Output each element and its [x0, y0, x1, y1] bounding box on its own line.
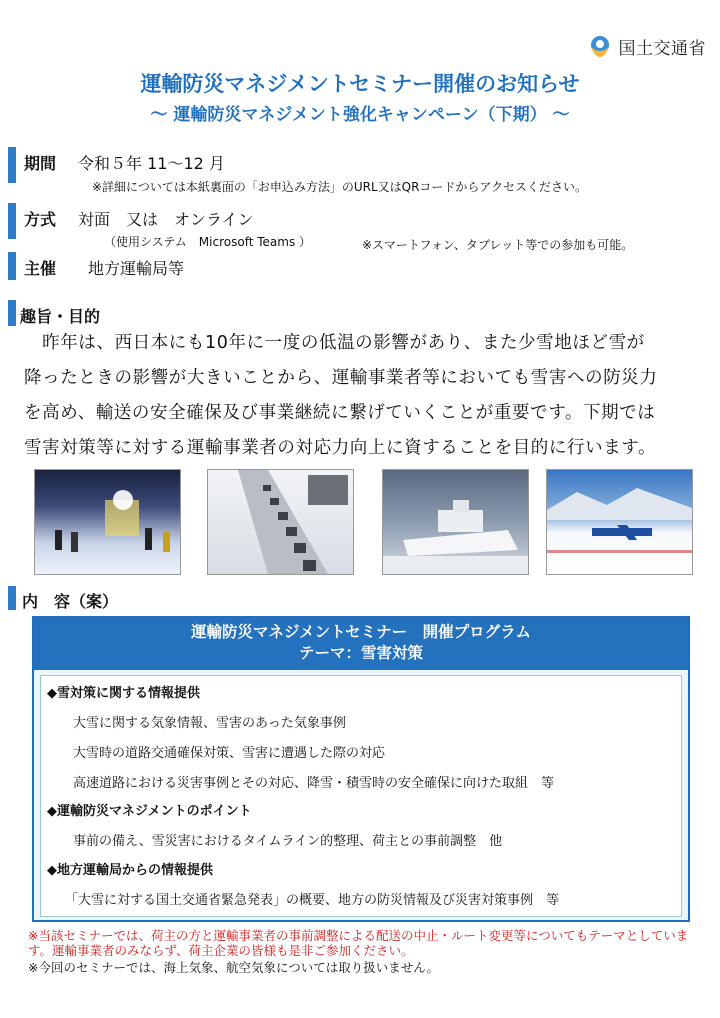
purpose-line: を高め、輸送の安全確保及び事業継続に繋げていくことが重要です。下期では [24, 403, 656, 423]
section-bar [8, 300, 16, 326]
photo-airplane-snow [546, 469, 693, 575]
program-section-title: ◆運輸防災マネジメントのポイント [47, 804, 252, 819]
section-bar [8, 147, 16, 183]
program-header [34, 618, 688, 670]
section-bar [8, 252, 16, 280]
period-note: ※詳細については本紙裏面の「お申込み方法」のURL又はQRコードからアクセスください。 [92, 180, 588, 194]
method-label: 方式 [24, 210, 57, 229]
page-subtitle: ～ 運輸防災マネジメント強化キャンペーン（下期） ～ [150, 105, 570, 125]
mlit-logo [587, 34, 707, 59]
logo-text: 国土交通省 [618, 39, 706, 59]
program-item: 高速道路における災害事例とその対応、降雪・積雪時の安全確保に向けた取組 等 [73, 776, 555, 791]
page-title: 運輸防災マネジメントセミナー開催のお知らせ [140, 72, 580, 96]
program-body [40, 675, 682, 917]
purpose-text [24, 326, 700, 466]
host-value: 地方運輸局等 [88, 259, 185, 278]
method-note: ※スマートフォン、タブレット等での参加も可能。 [362, 238, 634, 252]
footer-note-red: ※当該セミナーでは、荷主の方と運輸事業者の事前調整による配送の中止・ルート変更等についてもテーマとしています。運輸事業者のみならず、荷主企業の皆様も是非ご参加ください。 [28, 928, 689, 958]
program-section-title: ◆地方運輸局からの情報提供 [47, 863, 213, 878]
section-bar [8, 586, 16, 610]
section-bar [8, 203, 16, 239]
photo-ferry-in-snow [382, 469, 529, 575]
purpose-line: 雪害対策等に対する運輸事業者の対応力向上に資することを目的に行います。 [24, 438, 657, 458]
program-theme: テーマ：雪害対策 [298, 644, 423, 662]
purpose-heading: 趣旨・目的 [20, 307, 101, 326]
period-value: 令和５年 11～12 月 [78, 154, 225, 173]
purpose-line: 昨年は、西日本にも10年に一度の低温の影響があり、また少雪地ほど雪が [24, 333, 645, 353]
purpose-line: 降ったときの影響が大きいことから、運輸事業者等においても雪害への防災力 [24, 368, 658, 388]
method-value: 対面 又は オンライン [78, 210, 254, 229]
mlit-emblem-icon [587, 35, 613, 59]
content-heading: 内 容（案） [22, 592, 119, 611]
program-item: 大雪時の道路交通確保対策、雪害に遭遇した際の対応 [73, 746, 386, 761]
period-label: 期間 [24, 154, 57, 173]
program-title: 運輸防災マネジメントセミナー 開催プログラム [191, 623, 531, 641]
program-item: 「大雪に対する国土交通省緊急発表」の概要、地方の防災情報及び災害対策事例 等 [65, 893, 560, 908]
program-item: 事前の備え、雪災害におけるタイムライン的整理、荷主との事前調整 他 [73, 834, 503, 849]
footer-note: ※今回のセミナーでは、海上気象、航空気象については取り扱いません。 [28, 960, 439, 975]
photo-snow-rescue-night [34, 469, 181, 575]
program-section-title: ◆雪対策に関する情報提供 [47, 686, 200, 701]
host-label: 主催 [24, 259, 57, 278]
program-item: 大雪に関する気象情報、雪害のあった気象事例 [73, 716, 346, 731]
photo-highway-traffic-jam [207, 469, 354, 575]
method-system: （使用システム Microsoft Teams ） [104, 235, 312, 249]
